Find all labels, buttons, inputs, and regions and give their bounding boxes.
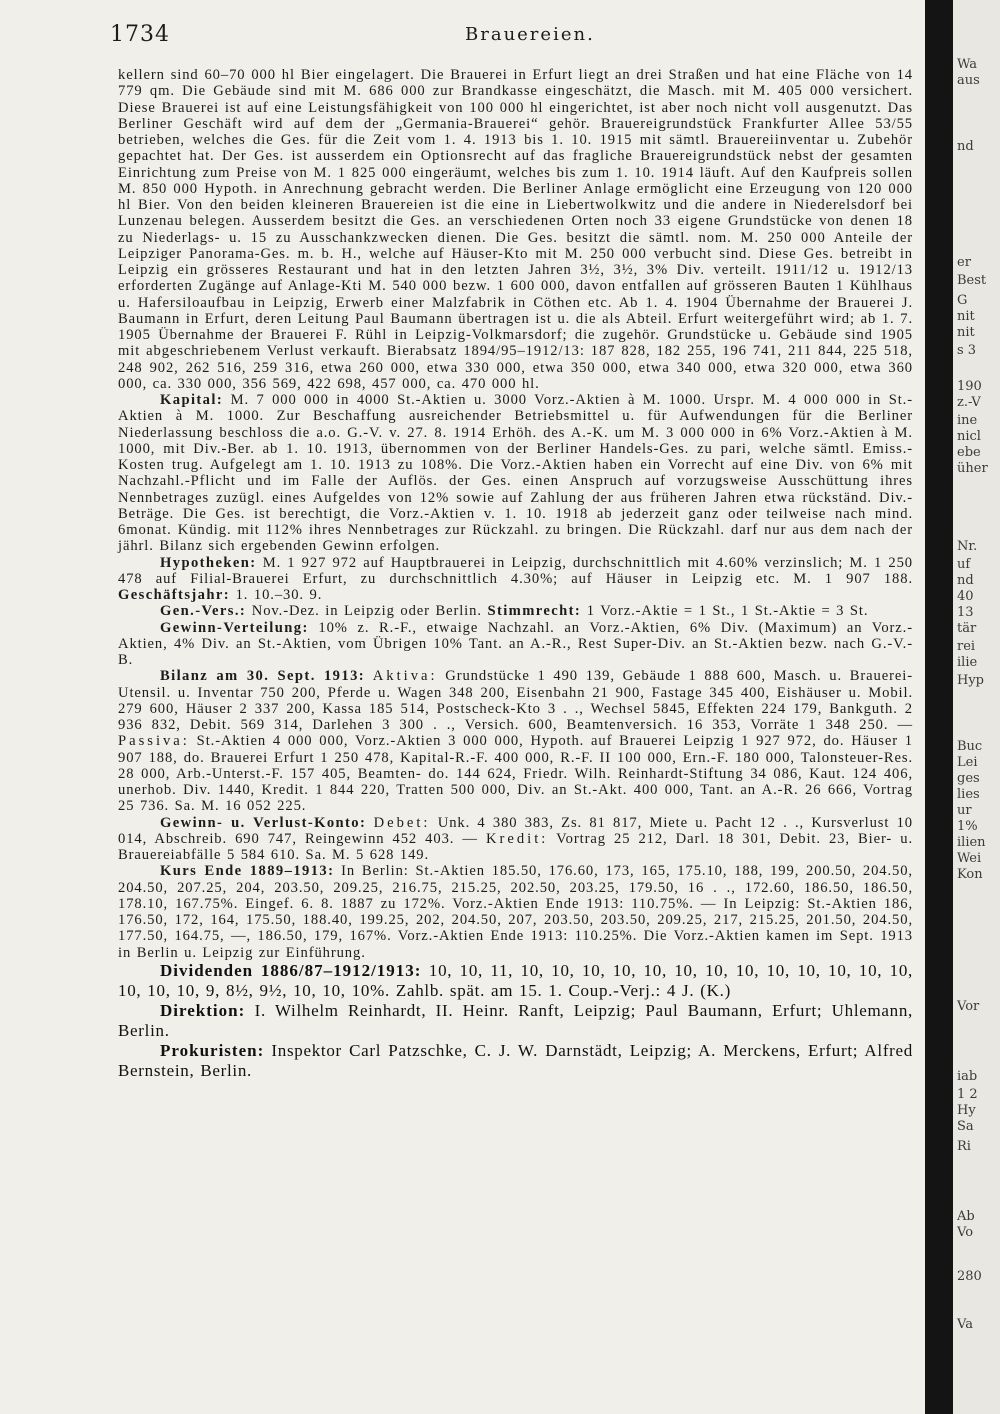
adjacent-page-fragment: Buc	[957, 739, 983, 754]
adjacent-page-fragment: 190	[957, 379, 982, 394]
adjacent-page-fragment: er	[957, 255, 971, 270]
bilanz-section	[118, 668, 913, 814]
genvers-label: Gen.-Vers.:	[160, 603, 247, 620]
adjacent-page-fragment: ebe	[957, 445, 981, 460]
direktion-label: Direktion:	[160, 1000, 246, 1020]
adjacent-page-fragment: ilien	[957, 835, 986, 850]
direktion-text: I. Wilhelm Reinhardt, II. Heinr. Ranft, Leipzig; Paul Baumann, Erfurt; Uhlemann, Berlin.	[118, 1000, 914, 1040]
adjacent-page-fragment: 1%	[957, 819, 978, 834]
adjacent-page-fragment: tär	[957, 621, 977, 636]
adjacent-page-fragment: G	[957, 293, 968, 308]
hypotheken-section	[118, 555, 913, 604]
adjacent-page-fragment: 40	[957, 589, 974, 604]
adjacent-page-fragment: nit	[957, 309, 975, 324]
prokuristen-section	[118, 1041, 913, 1081]
adjacent-page-fragment: 13	[957, 605, 974, 620]
adjacent-page-fragment: Ri	[957, 1139, 971, 1154]
kurs-text: In Berlin: St.-Aktien 185.50, 176.60, 173, 165, 175.10, 188, 199, 200.50, 204.50, 204.50, 207.25, 204, 203.50, 209.25, 216.75, 215.25, 202.50, 203.25, 179.50, 16 . ., 172.60, 186.50, 186.50, 178.10, 167.75%. Eingef. 6. 8. 1887 zu 172%. Vorz.-Aktien Ende 1913: 110.75%. — In Leipzig: St.-Aktien 186, 176.50, 172, 164, 175.50, 188.40, 199.25, 202, 204.50, 207, 203.50, 203.50, 209.25, 217, 215.25, 201.50, 204.50, 177.50, 164.75, —, 186.50, 179, 167%. Vorz.-Aktien Ende 1913: 110.25%. Die Vorz.-Aktien kamen im Sept. 1913 in Berlin u. Leipzig zur Einführung.	[118, 863, 913, 961]
kapital-text: M. 7 000 000 in 4000 St.-Aktien u. 3000 Vorz.-Aktien à M. 1000. Urspr. M. 4 000 000 in St.-Aktien à M. 1000. Zur Beschaffung ausreichender Betriebsmittel u. für Aufwendungen für die Berliner Niederlassung beschloss die a.o. G.-V. v. 27. 8. 1914 Erhöh. des A.-K. um M. 3 000 000 in 6% Vorz.-Aktien à M. 1000, mit Div.-Ber. ab 1. 10. 1913, übernommen von der Berliner Handels-Ges. zu pari, welche sämtl. Emiss.-Kosten trug. Aufgelegt am 1. 10. 1913 zu 108%. Die Vorz.-Aktien haben ein Vorrecht auf eine Div. von 6% mit Nachzahl.-Pflicht und im Falle der Auflös. der Ges. einen Anspruch auf vorzugsweise Ausschüttung ihres Nennbetrages zuzügl. eines Aufgeldes von 12% sowie auf Zahlung der aus früheren Jahren etwa rückständ. Div.-Beträge. Die Ges. ist berechtigt, die Vorz.-Aktien v. 1. 10. 1918 ab jederzeit ganz oder teilweise nach mind. 6monat. Kündig. mit 112% ihres Nennbetrages zur Rückzahl. zu bringen. Die Rückzahl. darf nur aus dem nach der jährl. Bilanz sich ergebenden Gewinn erfolgen.	[118, 392, 913, 555]
adjacent-page-fragment: uf	[957, 557, 971, 572]
adjacent-page-fragment: üher	[957, 461, 988, 476]
adjacent-page-fragment: Vor	[957, 999, 980, 1014]
prokuristen-text: Inspektor Carl Patzschke, C. J. W. Darnstädt, Leipzig; A. Merckens, Erfurt; Alfred Bernstein, Berlin.	[118, 1040, 913, 1080]
adjacent-page-fragment: ges	[957, 771, 980, 786]
adjacent-page-fragment: s 3	[957, 343, 977, 358]
stimmrecht-label: Stimmrecht:	[487, 603, 582, 620]
adjacent-page-fragment: lies	[957, 787, 980, 802]
guv-debet-label: Debet:	[373, 814, 431, 831]
genvers-text: Nov.-Dez. in Leipzig oder Berlin.	[251, 603, 482, 620]
bilanz-label: Bilanz am 30. Sept. 1913:	[160, 668, 366, 685]
intro-paragraph: kellern sind 60–70 000 hl Bier eingelagert. Die Brauerei in Erfurt liegt an drei Straßen und hat eine Fläche von 14 779 qm. Die Gebäude sind mit M. 686 000 zur Brandkasse eingeschätzt, die Masch. mit M. 405 000 versichert. Diese Brauerei ist auf eine Leistungsfähigkeit von 100 000 hl eingerichtet, ist aber noch nicht voll ausgenutzt. Das Berliner Geschäft wird auf dem der „Germania-Brauerei“ gehör. Brauereigrundstück Frankfurter Allee 53/55 betrieben, welches die Ges. für die Zeit vom 1. 4. 1913 bis 1. 10. 1915 mit sämtl. Brauereiinventar u. Zubehör gepachtet hat. Der Ges. ist ausserdem ein Optionsrecht auf das fragliche Brauereigrundstück nebst der gesamten Einrichtung zum Preise von M. 1 825 000 eingeräumt, welches bis zum 1. 10. 1914 läuft. Auf den Kaufpreis sollen M. 850 000 Hypoth. in Anrechnung gebracht werden. Die Berliner Anlage ermöglicht eine Erzeugung von 120 000 hl Bier. Von den beiden kleineren Brauereien ist die eine in Liebertwolkwitz und die andere in Niederelsdorf bei Lunzenau belegen. Ausserdem besitzt die Ges. an verschiedenen Orten noch 33 eigene Grundstücke von denen 18 zu Niederlags- u. 15 zu Ausschankzwecken dienen. Die Ges. besitzt die sämtl. nom. M. 250 000 Anteile der Leipziger Panorama-Ges. m. b. H., welche auf Häuser-Kto mit M. 250 000 verbucht sind. Diese Ges. betreibt in Leipzig ein grösseres Restaurant und hat in den letzten Jahren 3½, 3½, 3% Div. verteilt. 1911/12 u. 1912/13 erforderten Zugänge auf Anlage-Kti M. 540 000 bezw. 1 600 000, davon entfallen auf grösseren Bauten 1 Kühlhaus u. Hafersiloaufbau in Leipzig, Erwerb einer Malzfabrik in Cöthen etc. Ab 1. 4. 1904 Übernahme der Brauerei J. Baumann in Erfurt, deren Leitung Paul Baumann übertragen ist u. die als Abteil. Erfurt weitergeführt wird; ab 1. 7. 1905 Übernahme der Brauerei F. Rühl in Leipzig-Volkmarsdorf; die zugehör. Grundstücke u. Gebäude sind 1905 mit abgeschriebenem Verlust verkauft. Bierabsatz 1894/95–1912/13: 187 828, 182 255, 196 741, 211 844, 225 518, 248 902, 262 516, 259 316, etwa 260 000, etwa 330 000, etwa 350 000, etwa 340 000, etwa 320 000, etwa 360 000, ca. 330 000, 356 569, 422 698, 457 000, ca. 470 000 hl.	[118, 67, 913, 392]
page-number: 1734	[110, 22, 170, 47]
guv-debet-text: Unk. 4 380 383, Zs. 81 817, Miete u. Pacht 12 . ., Kursverlust 10 014, Abschreib. 690 747, Reingewinn 452 403. —	[118, 814, 913, 847]
adjacent-page-fragment: z.-V	[957, 395, 981, 410]
adjacent-page-fragment: Lei	[957, 755, 978, 770]
bilanz-passiva-text: St.-Aktien 4 000 000, Vorz.-Aktien 3 000 000, Hypoth. auf Brauerei Leipzig 1 927 972, do. Häuser 1 907 188, do. Brauerei Erfurt 1 250 478, Kapital-R.-F. 400 000, R.-F. II 100 000, Ern.-F. 180 000, Talonsteuer-Res. 28 000, Arb.-Unterst.-F. 157 405, Beamten- do. 144 624, Friedr. Wilh. Reinhardt-Stiftung 34 086, Kaut. 124 406, unerhob. Div. 1440, Kredit. 1 844 220, Tratten 500 000, Div. an St.-Akt. 400 000, Tant. an A.-R. 26 666, Vortrag 25 736. Sa. M. 16 052 225.	[118, 733, 913, 815]
bilanz-passiva-label: Passiva:	[118, 733, 190, 750]
adjacent-page-fragment: Hy	[957, 1103, 976, 1118]
adjacent-page-fragment: Vo	[957, 1225, 974, 1240]
adjacent-page-fragment: Va	[957, 1317, 973, 1332]
adjacent-page-fragment: nd	[957, 573, 974, 588]
adjacent-page-fragment: ilie	[957, 655, 978, 670]
geschaeftsjahr-label: Geschäftsjahr:	[118, 587, 231, 603]
adjacent-page-fragment: rei	[957, 639, 976, 654]
prokuristen-label: Prokuristen:	[160, 1040, 265, 1060]
kapital-label: Kapital:	[160, 392, 224, 408]
guv-kredit-label: Kredit:	[485, 830, 549, 847]
guv-kredit-text: Vortrag 25 212, Darl. 18 301, Debit. 23, Bier- u. Brauereiabfälle 5 584 610. Sa. M. 5 628 149.	[118, 830, 913, 863]
adjacent-page-fragment: nit	[957, 325, 975, 340]
hypotheken-label: Hypotheken:	[160, 554, 257, 571]
adjacent-page-fragment: aus	[957, 73, 980, 88]
genvers-section	[118, 603, 913, 619]
direktion-section	[118, 1001, 913, 1041]
guv-label: Gewinn- u. Verlust-Konto:	[160, 814, 367, 831]
stimmrecht-text: 1 Vorz.-Aktie = 1 St., 1 St.-Aktie = 3 St.	[586, 603, 869, 620]
dividenden-text: 10, 10, 11, 10, 10, 10, 10, 10, 10, 10, 10, 10, 10, 10, 10, 10, 10, 10, 10, 9, 8½, 9½, 10, 10, 10%. Zahlb. spät. am 15. 1. Coup.-Verj.: 4 J. (K.)	[118, 960, 913, 1000]
adjacent-page-fragment: nicl	[957, 429, 981, 444]
adjacent-page-fragment: iab	[957, 1069, 978, 1084]
adjacent-page-fragment: 280	[957, 1269, 982, 1284]
adjacent-page-fragment: Nr.	[957, 539, 978, 554]
gewinnverteilung-section	[118, 620, 913, 669]
hypotheken-text: M. 1 927 972 auf Hauptbrauerei in Leipzig, durchschnittlich mit 4.60% verzinslich; M. 1 250 478 auf Filial-Brauerei Erfurt, zu durchschnittlich 4.30%; auf Häuser in Leipzig etc. M. 1 907 188.	[118, 554, 913, 587]
gewinnverteilung-label: Gewinn-Verteilung:	[160, 619, 309, 636]
adjacent-page-fragment: Ab	[957, 1209, 975, 1224]
page-header	[110, 22, 925, 52]
dividenden-label: Dividenden 1886/87–1912/1913:	[160, 960, 422, 980]
kapital-section	[118, 392, 913, 555]
adjacent-page-fragment: 1 2	[957, 1087, 978, 1102]
adjacent-page-fragment: Wa	[957, 57, 977, 72]
kurs-label: Kurs Ende 1889–1913:	[160, 863, 335, 880]
article-body	[118, 67, 913, 1081]
running-title: Brauereien.	[465, 24, 595, 45]
geschaeftsjahr-text: 1. 10.–30. 9.	[235, 587, 323, 603]
kurs-section	[118, 863, 913, 961]
guv-section	[118, 815, 913, 864]
adjacent-page-fragment: Hyp	[957, 673, 985, 688]
adjacent-page-fragment: nd	[957, 139, 974, 154]
adjacent-page-edge	[953, 0, 1000, 1414]
dividenden-section	[118, 961, 913, 1001]
adjacent-page-fragment: Kon	[957, 867, 983, 882]
gewinnverteilung-text: 10% z. R.-F., etwaige Nachzahl. an Vorz.-Aktien, 6% Div. (Maximum) an Vorz.-Aktien, 4% Div. an St.-Aktien, vom Übrigen 10% Tant. an A.-R., Rest Super-Div. an St.-Aktien bezw. nach G.-V.-B.	[118, 619, 913, 668]
adjacent-page-fragment: Best	[957, 273, 987, 288]
adjacent-page-fragment: Wei	[957, 851, 982, 866]
adjacent-page-fragment: ur	[957, 803, 972, 818]
book-gutter	[925, 0, 953, 1414]
bilanz-aktiva-text: Grundstücke 1 490 139, Gebäude 1 888 600, Masch. u. Brauerei-Utensil. u. Inventar 750 200, Pferde u. Wagen 348 200, Eisenbahn 21 900, Fastage 345 400, Eishäuser u. Mobil. 279 600, Häuser 2 337 200, Kassa 185 514, Postscheck-Kto 3 . ., Wechsel 5845, Effekten 224 179, Bankguth. 2 936 832, Debit. 569 314, Darlehen 3 300 . ., Versich. 600, Beamtenversich. 16 353, Vorräte 1 348 250. —	[118, 668, 913, 733]
adjacent-page-fragment: Sa	[957, 1119, 974, 1134]
bilanz-aktiva-label: Aktiva:	[372, 668, 438, 685]
adjacent-page-fragment: ine	[957, 413, 978, 428]
